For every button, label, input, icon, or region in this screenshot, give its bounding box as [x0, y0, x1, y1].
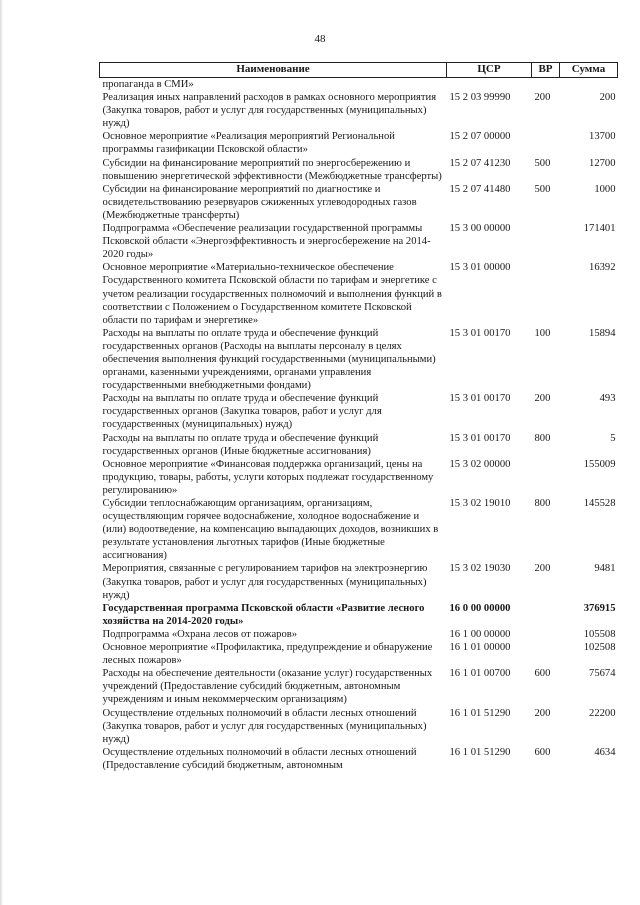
cell-csr: 15 2 03 99990	[449, 92, 511, 104]
cell-name: пропаганда в СМИ»	[102, 79, 194, 90]
cell-name: Основное мероприятие «Реализация мероприятий Региональной программы газификации Псковской области»	[102, 131, 395, 156]
scan-edge-shadow	[0, 0, 3, 905]
cell-sum: 13700	[589, 131, 616, 143]
table-row	[100, 78, 618, 92]
cell-sum: 75674	[589, 668, 616, 680]
cell-sum: 493	[599, 393, 616, 405]
cell-vr	[532, 261, 560, 326]
table-row	[100, 667, 618, 706]
cell-csr: 15 2 07 00000	[449, 131, 511, 143]
cell-csr: 15 3 02 00000	[449, 458, 511, 470]
table-row	[100, 746, 618, 772]
cell-csr: 15 3 02 19030	[449, 563, 511, 575]
table-row	[100, 157, 618, 183]
table-row	[100, 458, 618, 497]
cell-vr	[532, 130, 560, 156]
cell-csr	[447, 78, 532, 92]
table-row	[100, 602, 618, 628]
cell-vr	[532, 78, 560, 92]
table-row	[100, 183, 618, 222]
table-row	[100, 641, 618, 667]
header-row	[100, 63, 618, 78]
table-row	[100, 628, 618, 641]
cell-csr: 15 2 07 41480	[449, 183, 511, 195]
cell-csr: 15 3 02 19010	[449, 498, 511, 509]
table-header	[100, 63, 618, 78]
cell-vr: 100	[534, 327, 551, 339]
cell-csr: 15 2 07 41230	[449, 157, 511, 169]
cell-name: Мероприятия, связанные с регулированием тарифов на электроэнергию (Закупка товаров, работ и услуг для государственных (муниципальных) нужд)	[102, 563, 428, 601]
cell-name: Подпрограмма «Охрана лесов от пожаров»	[102, 628, 298, 640]
cell-sum: 171401	[583, 223, 616, 235]
cell-vr	[532, 222, 560, 261]
cell-name: Расходы на выплаты по оплате труда и обеспечение функций государственных органов (Закупка товаров, работ и услуг для государственных (муниципальных) нужд)	[102, 393, 382, 431]
cell-csr: 16 1 00 00000	[449, 628, 511, 640]
cell-name: Осуществление отдельных полномочий в области лесных отношений (Предоставление субсидий бюджетным, автономным	[102, 746, 417, 771]
cell-vr: 200	[534, 393, 551, 405]
cell-csr: 15 3 01 00170	[449, 432, 511, 444]
cell-vr: 600	[534, 668, 551, 680]
cell-sum: 145528	[583, 498, 616, 509]
table-row	[100, 91, 618, 130]
cell-vr: 200	[534, 563, 551, 575]
cell-name: Субсидии на финансирование мероприятий по энергосбережению и повышению энергетической эффективности (Межбюджетные трансферты)	[102, 157, 442, 182]
cell-sum: 5	[610, 432, 616, 444]
cell-csr: 16 1 01 51290	[449, 707, 511, 719]
table-row	[100, 222, 618, 261]
cell-sum: 1000	[594, 183, 616, 195]
cell-csr: 15 3 01 00000	[449, 262, 511, 274]
cell-sum: 102508	[583, 642, 616, 654]
cell-name: Расходы на выплаты по оплате труда и обеспечение функций государственных органов (Расходы на выплаты персоналу в целях обеспечения выполнения функций государственными (муниципальными) органами, казенными учреждениями, органами управления государственными внебюджетными фондами)	[102, 327, 436, 392]
cell-vr	[532, 458, 560, 497]
cell-csr: 16 1 01 51290	[449, 746, 511, 758]
cell-vr: 600	[534, 746, 551, 758]
cell-name: Расходы на выплаты по оплате труда и обеспечение функций государственных органов (Иные бюджетные ассигнования)	[102, 432, 379, 457]
cell-name: Субсидии на финансирование мероприятий по диагностике и освидетельствованию резервуаров сжиженных углеводородных газов (Межбюджетные трансферты)	[102, 183, 417, 221]
table-row	[100, 707, 618, 746]
cell-sum: 15894	[589, 327, 616, 339]
table-row	[100, 562, 618, 601]
cell-vr: 800	[534, 498, 551, 509]
cell-name: Основное мероприятие «Материально-техническое обеспечение Государственного комитета Псковской области по тарифам и энергетике с учетом реализации государственных полномочий и выполнения функций в соответствии с Положением о Государственном комитете Псковской области по тарифам и энергетике»	[102, 262, 442, 326]
table-row	[100, 327, 618, 392]
cell-name: Осуществление отдельных полномочий в области лесных отношений (Закупка товаров, работ и услуг для государственных (муниципальных) нужд)	[102, 707, 427, 745]
cell-name: Субсидии теплоснабжающим организациям, организациям, осуществляющим горячее водоснабжение, холодное водоснабжение и (или) водоотведение, на компенсацию выпадающих доходов, возникших в результате установления льготных тарифов (Иные бюджетные ассигнования)	[102, 498, 439, 562]
cell-csr: 16 1 01 00700	[449, 668, 511, 680]
table-row	[100, 497, 618, 562]
cell-name: Реализация иных направлений расходов в рамках основного мероприятия (Закупка товаров, работ и услуг для государственных (муниципальных) нужд)	[102, 92, 437, 130]
cell-vr	[532, 628, 560, 641]
cell-vr: 200	[534, 92, 551, 104]
cell-sum: 376915	[583, 602, 616, 614]
cell-sum: 105508	[583, 628, 616, 640]
cell-sum: 200	[599, 92, 616, 104]
cell-name: Подпрограмма «Обеспечение реализации государственной программы Псковской области «Энергоэффективность и энергосбережение на 2014-2020 годы»	[102, 223, 431, 261]
cell-vr	[532, 602, 560, 628]
cell-name: Основное мероприятие «Финансовая поддержка организаций, цены на продукцию, товары, работы, услуги которых подлежат государственному регулированию»	[102, 458, 434, 496]
cell-sum	[560, 78, 618, 92]
cell-vr: 800	[534, 432, 551, 444]
cell-name: Основное мероприятие «Профилактика, предупреждение и обнаружение лесных пожаров»	[102, 642, 433, 667]
cell-vr: 500	[534, 183, 551, 195]
table-row	[100, 392, 618, 431]
page-number: 48	[314, 33, 326, 45]
cell-sum: 155009	[583, 458, 616, 470]
table-row	[100, 130, 618, 156]
table-row	[100, 432, 618, 458]
cell-csr: 16 0 00 00000	[449, 602, 511, 614]
header-csr: ЦСР	[447, 63, 532, 78]
cell-csr: 16 1 01 00000	[449, 642, 511, 654]
header-vr: ВР	[532, 63, 560, 78]
budget-table	[99, 62, 618, 772]
cell-vr	[532, 641, 560, 667]
cell-name: Расходы на обеспечение деятельности (оказание услуг) государственных учреждений (Предоставление субсидий бюджетным, автономным учреждениям и иным некоммерческим организациям)	[102, 668, 433, 706]
cell-vr: 200	[534, 707, 551, 719]
cell-sum: 4634	[594, 746, 616, 758]
cell-sum: 9481	[594, 563, 616, 575]
header-sum: Сумма	[560, 63, 618, 78]
header-name: Наименование	[100, 63, 447, 78]
table-row	[100, 261, 618, 326]
cell-sum: 12700	[589, 157, 616, 169]
cell-csr: 15 3 01 00170	[449, 327, 511, 339]
cell-vr: 500	[534, 157, 551, 169]
cell-csr: 15 3 01 00170	[449, 393, 511, 405]
cell-sum: 22200	[589, 707, 616, 719]
cell-name: Государственная программа Псковской области «Развитие лесного хозяйства на 2014-2020 годы»	[102, 602, 425, 627]
cell-csr: 15 3 00 00000	[449, 223, 511, 235]
table-body	[100, 78, 618, 772]
cell-sum: 16392	[589, 262, 616, 274]
